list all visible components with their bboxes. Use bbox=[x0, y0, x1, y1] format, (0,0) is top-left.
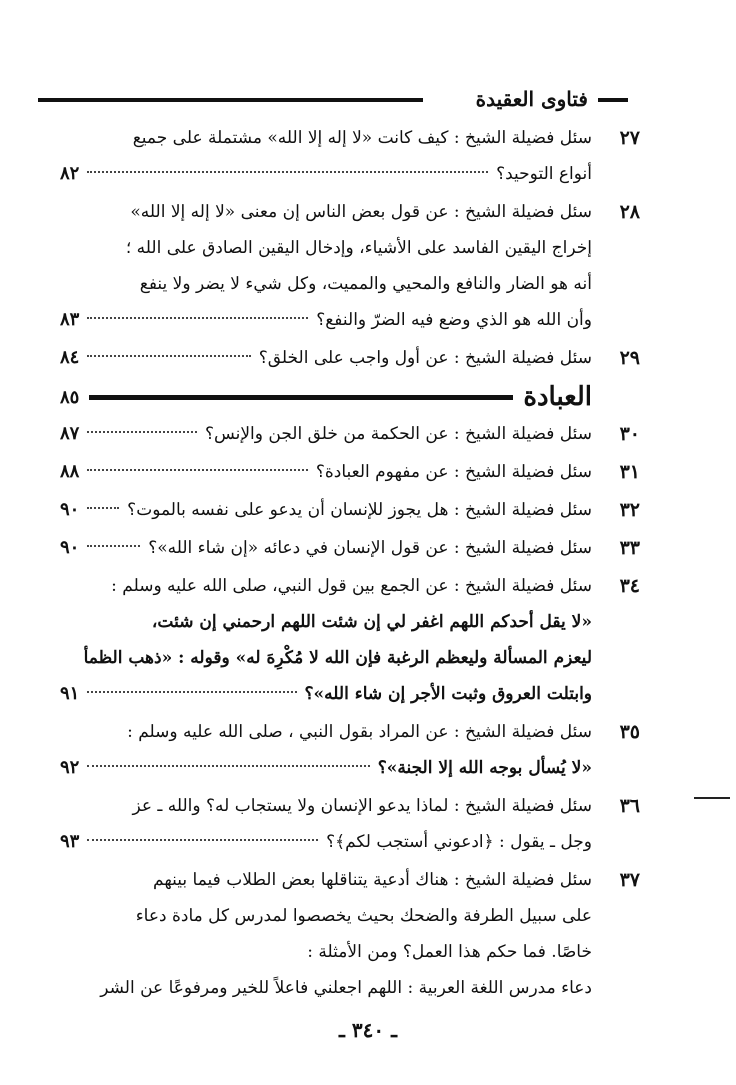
dot-leader bbox=[87, 171, 488, 173]
entry-line: إخراج اليقين الفاسد على الأشياء، وإدخال اليقين الصادق على الله ؛ bbox=[125, 238, 592, 258]
entry-text: أنواع التوحيد؟ bbox=[496, 164, 592, 184]
entry-text: سئل فضيلة الشيخ : عن قول الإنسان في دعائه «إن شاء الله»؟ bbox=[148, 538, 592, 558]
entry-text: سئل فضيلة الشيخ : هل يجوز للإنسان أن يدعو على نفسه بالموت؟ bbox=[127, 500, 592, 520]
table-of-contents bbox=[60, 120, 640, 1008]
entry-last-line bbox=[60, 530, 592, 566]
header-rule-short bbox=[598, 98, 628, 102]
page-number: ـ ٣٤٠ ـ bbox=[339, 1018, 397, 1042]
toc-entry-33 bbox=[60, 530, 640, 566]
page-ref: ٨٤ bbox=[60, 347, 80, 368]
entry-number: ٣٦ bbox=[619, 795, 640, 817]
entry-line: سئل فضيلة الشيخ : كيف كانت «لا إله إلا الله» مشتملة على جميع bbox=[132, 128, 592, 148]
entry-line: سئل فضيلة الشيخ : هناك أدعية يتناقلها بعض الطلاب فيما بينهم bbox=[153, 870, 592, 890]
dot-leader bbox=[87, 765, 369, 767]
margin-mark bbox=[694, 797, 730, 799]
toc-entry-32 bbox=[60, 492, 640, 528]
toc-entry-37 bbox=[60, 862, 640, 1006]
dot-leader bbox=[87, 507, 119, 509]
toc-entry-27 bbox=[60, 120, 640, 192]
toc-entry-35 bbox=[60, 714, 640, 786]
header-rule-long bbox=[38, 98, 423, 102]
toc-entry-36 bbox=[60, 788, 640, 860]
toc-entry-28 bbox=[60, 194, 640, 338]
toc-entry-29 bbox=[60, 340, 640, 376]
hadith-line: «لا يقل أحدكم اللهم اغفر لي إن شئت اللهم ارحمني إن شئت، bbox=[151, 612, 592, 632]
entry-last-line bbox=[60, 676, 592, 712]
entry-line: سئل فضيلة الشيخ : عن الجمع بين قول النبي، صلى الله عليه وسلم : bbox=[111, 576, 592, 596]
entry-number: ٢٩ bbox=[619, 347, 640, 369]
dot-leader bbox=[87, 469, 307, 471]
section-heading bbox=[60, 378, 640, 416]
entry-text: وجل ـ يقول : ﴿ادعوني أستجب لكم﴾؟ bbox=[326, 832, 592, 852]
entry-line: على سبيل الطرفة والضحك بحيث يخصصوا لمدرس كل مادة دعاء bbox=[135, 906, 592, 926]
entry-number: ٣٧ bbox=[619, 869, 640, 891]
entry-last-line bbox=[60, 302, 592, 338]
section-rule bbox=[89, 395, 513, 400]
entry-number: ٣٣ bbox=[619, 537, 640, 559]
entry-line: خاصًا. فما حكم هذا العمل؟ ومن الأمثلة : bbox=[307, 942, 592, 962]
entry-line: سئل فضيلة الشيخ : عن قول بعض الناس إن معنى «لا إله إلا الله» bbox=[130, 202, 592, 222]
dot-leader bbox=[87, 839, 318, 841]
entry-last-line bbox=[60, 340, 592, 376]
toc-entry-31 bbox=[60, 454, 640, 490]
page-ref: ٩٠ bbox=[60, 499, 80, 520]
dot-leader bbox=[87, 691, 296, 693]
header-title: فتاوى العقيدة bbox=[475, 87, 588, 111]
entry-line: أنه هو الضار والنافع والمحيي والمميت، وكل شيء لا يضر ولا ينفع bbox=[139, 274, 592, 294]
toc-entry-30 bbox=[60, 416, 640, 452]
toc-entry-34 bbox=[60, 568, 640, 712]
entry-number: ٣٢ bbox=[619, 499, 640, 521]
entry-line: دعاء مدرس اللغة العربية : اللهم اجعلني فاعلاً للخير ومرفوعًا عن الشر bbox=[100, 978, 592, 998]
page-ref: ٨٧ bbox=[60, 423, 80, 444]
dot-leader bbox=[87, 355, 250, 357]
page-ref: ٩٠ bbox=[60, 537, 80, 558]
entry-number: ٣٤ bbox=[619, 575, 640, 597]
entry-number: ٢٨ bbox=[619, 201, 640, 223]
entry-number: ٢٧ bbox=[619, 127, 640, 149]
page-ref: ٩١ bbox=[60, 683, 80, 704]
page-ref: ٩٢ bbox=[60, 757, 80, 778]
entry-text: سئل فضيلة الشيخ : عن أول واجب على الخلق؟ bbox=[258, 348, 592, 368]
entry-text: سئل فضيلة الشيخ : عن الحكمة من خلق الجن والإنس؟ bbox=[204, 424, 592, 444]
entry-text: سئل فضيلة الشيخ : عن مفهوم العبادة؟ bbox=[315, 462, 592, 482]
page-ref: ٨٢ bbox=[60, 163, 80, 184]
dot-leader bbox=[87, 317, 308, 319]
entry-last-line bbox=[60, 824, 592, 860]
page-ref: ٨٨ bbox=[60, 461, 80, 482]
entry-last-line bbox=[60, 156, 592, 192]
page-ref: ٩٣ bbox=[60, 831, 80, 852]
hadith-line: ليعزم المسألة وليعظم الرغبة فإن الله لا مُكْرِهَ له» وقوله : «ذهب الظمأ bbox=[83, 648, 592, 668]
entry-last-line bbox=[60, 454, 592, 490]
entry-last-line bbox=[60, 492, 592, 528]
running-header bbox=[38, 86, 628, 112]
entry-line: سئل فضيلة الشيخ : عن المراد بقول النبي ، صلى الله عليه وسلم : bbox=[127, 722, 592, 742]
entry-last-line bbox=[60, 416, 592, 452]
entry-number: ٣١ bbox=[619, 461, 640, 483]
entry-text: وابتلت العروق وثبت الأجر إن شاء الله»؟ bbox=[304, 684, 592, 704]
entry-number: ٣٠ bbox=[619, 423, 640, 445]
page-ref: ٨٥ bbox=[60, 386, 80, 408]
entry-line: سئل فضيلة الشيخ : لماذا يدعو الإنسان ولا يستجاب له؟ والله ـ عز bbox=[132, 796, 592, 816]
entry-text: «لا يُسأل بوجه الله إلا الجنة»؟ bbox=[377, 758, 592, 778]
section-title: العبادة bbox=[523, 382, 592, 412]
page-ref: ٨٣ bbox=[60, 309, 80, 330]
entry-text: وأن الله هو الذي وضع فيه الضرّ والنفع؟ bbox=[316, 310, 592, 330]
dot-leader bbox=[87, 431, 197, 433]
entry-last-line bbox=[60, 750, 592, 786]
dot-leader bbox=[87, 545, 140, 547]
entry-number: ٣٥ bbox=[619, 721, 640, 743]
